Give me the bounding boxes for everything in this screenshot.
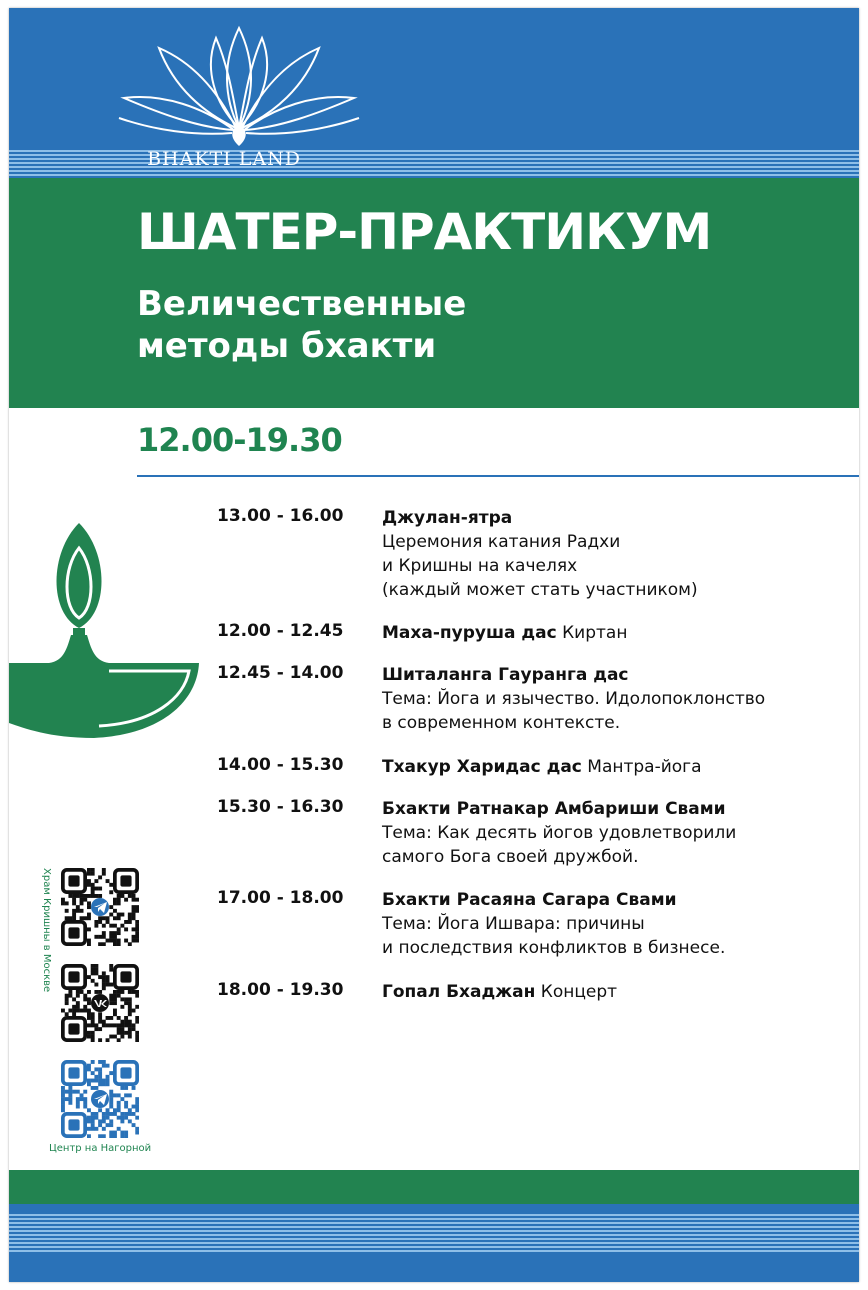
subtitle-line-2: методы бхакти — [137, 326, 437, 366]
event-description-line: Тема: Йога Ишвара: причины — [382, 914, 645, 934]
qr-code-3[interactable] — [61, 1060, 139, 1138]
divider — [137, 475, 859, 477]
event-type: Концерт — [540, 982, 618, 1002]
logo-text: BHAKTI LAND — [147, 148, 301, 170]
qr-caption-center: Центр на Нагорной — [49, 1143, 152, 1154]
event-name: Маха-пуруша дас — [382, 623, 557, 643]
page-title: ШАТЕР-ПРАКТИКУМ — [137, 203, 712, 261]
footer-stripes — [9, 1212, 859, 1252]
schedule-event — [382, 980, 857, 1004]
schedule-event — [382, 797, 857, 869]
event-name: Гопал Бхаджан — [382, 982, 536, 1002]
oil-lamp-icon — [9, 513, 209, 753]
event-heading — [382, 888, 857, 912]
event-name: Тхакур Харидас дас — [382, 757, 582, 777]
event-description-line: (каждый может стать участником) — [382, 580, 698, 600]
event-heading — [382, 506, 857, 530]
event-heading — [382, 797, 857, 821]
schedule-time: 13.00 - 16.00 — [217, 506, 344, 526]
poster — [9, 8, 859, 1282]
schedule-time: 15.30 - 16.30 — [217, 797, 344, 817]
qr-code-1[interactable] — [61, 868, 139, 946]
event-type: Мантра-йога — [587, 757, 702, 777]
event-name: Бхакти Расаяна Сагара Свами — [382, 890, 677, 910]
event-heading — [382, 755, 857, 779]
footer-green-band — [9, 1170, 859, 1204]
qr-caption-temple: Храм Кришны в Москве — [41, 868, 52, 993]
event-heading — [382, 980, 857, 1004]
vk-icon — [61, 964, 139, 1042]
schedule-row — [217, 506, 857, 602]
event-name: Бхакти Ратнакар Амбариши Свами — [382, 799, 726, 819]
event-description-line: Церемония катания Радхи — [382, 532, 621, 552]
schedule-time: 14.00 - 15.30 — [217, 755, 344, 775]
event-name: Шиталанга Гауранга дас — [382, 665, 629, 685]
schedule-time: 18.00 - 19.30 — [217, 980, 344, 1000]
qr-code-2[interactable] — [61, 964, 139, 1042]
schedule-time: 12.00 - 12.45 — [217, 621, 344, 641]
lotus-icon — [104, 8, 374, 148]
event-description-line: самого Бога своей дружбой. — [382, 847, 639, 867]
schedule-event — [382, 755, 857, 779]
qr-codes — [39, 868, 179, 1168]
event-type: Киртан — [562, 623, 628, 643]
event-heading — [382, 621, 857, 645]
schedule-event — [382, 663, 857, 735]
subtitle-line-1: Величественные — [137, 284, 467, 324]
schedule-row — [217, 888, 857, 960]
schedule-time: 17.00 - 18.00 — [217, 888, 344, 908]
schedule-row — [217, 980, 857, 1004]
event-time-range: 12.00-19.30 — [137, 421, 342, 459]
event-name: Джулан-ятра — [382, 508, 513, 528]
event-description-line: Тема: Как десять йогов удовлетворили — [382, 823, 737, 843]
schedule-row — [217, 755, 857, 779]
telegram-icon — [61, 1060, 139, 1138]
schedule-event — [382, 621, 857, 645]
event-description-line: Тема: Йога и язычество. Идолопоклонство — [382, 689, 766, 709]
page-subtitle — [137, 283, 737, 367]
event-description-line: и Кришны на качелях — [382, 556, 578, 576]
event-description-line: в современном контексте. — [382, 713, 621, 733]
schedule-row — [217, 797, 857, 869]
schedule-row — [217, 621, 857, 645]
bhakti-land-logo — [104, 8, 374, 178]
schedule-event — [382, 506, 857, 602]
event-heading — [382, 663, 857, 687]
telegram-icon — [61, 868, 139, 946]
schedule-row — [217, 663, 857, 735]
event-description-line: и последствия конфликтов в бизнесе. — [382, 938, 726, 958]
schedule-event — [382, 888, 857, 960]
schedule-time: 12.45 - 14.00 — [217, 663, 344, 683]
